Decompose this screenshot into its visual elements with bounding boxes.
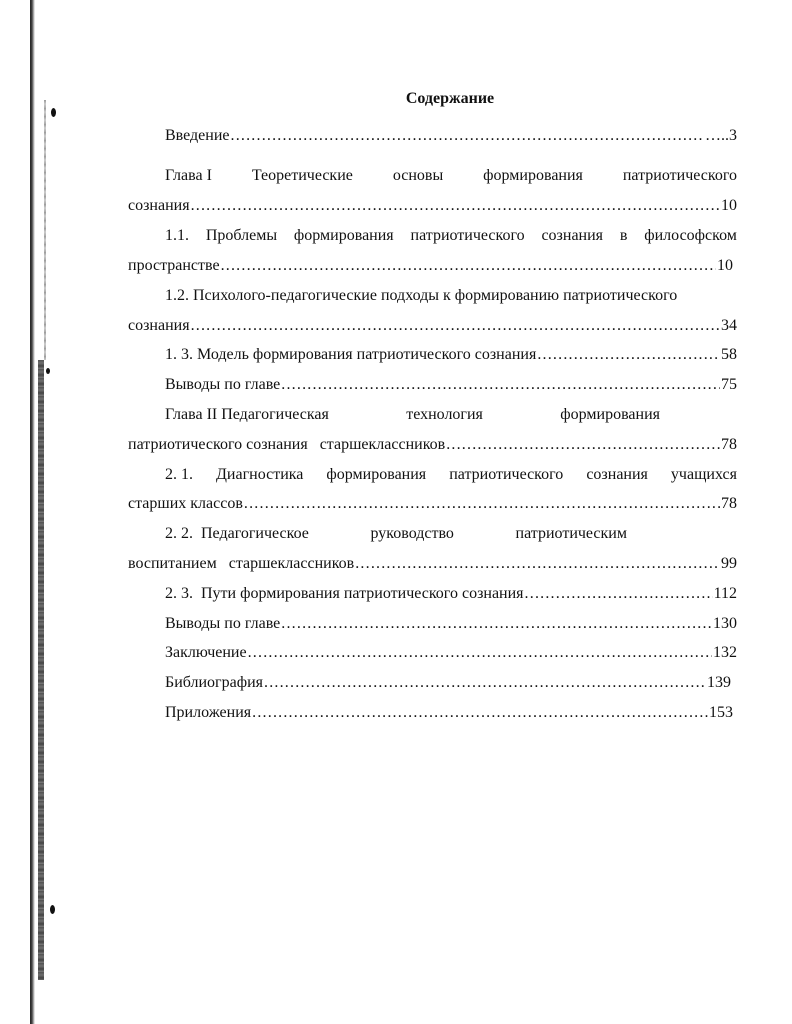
scan-binding-edge — [30, 0, 35, 1024]
toc-entry-word: 2. 2. Педагогическое — [165, 525, 309, 542]
toc-leader-dots — [191, 196, 720, 216]
toc-page-number: 153 — [709, 704, 733, 721]
toc-leader-dots — [244, 494, 720, 514]
toc-entry-word: в — [619, 227, 628, 244]
toc-leader-dots — [446, 435, 720, 455]
toc-entry-label: воспитанием старшеклассников — [128, 555, 355, 572]
toc-entry-word: Теоретические — [251, 167, 353, 184]
toc-entry-section-2-2-cont — [128, 554, 737, 574]
toc-leader-dots — [221, 256, 716, 276]
toc-entry-label: 1. 3. Модель формирования патриотического сознания — [165, 346, 537, 363]
toc-entry-section-1-3 — [165, 345, 737, 365]
toc-entry-chapter-2-cont — [128, 435, 737, 455]
toc-leader-dots — [248, 643, 712, 663]
toc-entry-word: формирования — [483, 167, 583, 184]
toc-leader-dots — [525, 584, 713, 604]
toc-entry-label: старших классов — [128, 495, 243, 512]
toc-page-number: …..3 — [705, 127, 737, 144]
scan-binding-shadow — [44, 100, 46, 360]
toc-entry-label: Библиография — [165, 674, 263, 691]
toc-entry-label: сознания — [128, 317, 190, 334]
toc-leader-dots — [281, 614, 712, 634]
toc-leader-dots — [537, 345, 720, 365]
toc-entry-label: Выводы по главе — [165, 376, 281, 393]
toc-entry-label: Выводы по главе — [165, 615, 281, 632]
toc-entry-word: Диагностика — [216, 466, 304, 483]
toc-entry-section-1-2-cont — [128, 316, 737, 336]
toc-leader-dots — [231, 126, 705, 146]
punch-hole-mark — [46, 368, 50, 374]
toc-entry-label: патриотического сознания старшеклассников — [128, 436, 446, 453]
toc-entry-label: Введение — [165, 127, 230, 144]
toc-page-number: 34 — [721, 317, 737, 334]
toc-entry-word: сознания — [541, 227, 604, 244]
toc-entry-word: патриотического — [410, 227, 525, 244]
toc-leader-dots — [281, 375, 720, 395]
toc-page-number: 130 — [713, 615, 737, 632]
toc-entry-word: патриотического — [622, 167, 737, 184]
toc-entry-word: руководство — [370, 525, 454, 542]
toc-entry-word: формирования — [293, 227, 394, 244]
toc-entry-label: сознания — [128, 197, 190, 214]
toc-entry-conclusions-1 — [165, 375, 737, 395]
toc-leader-dots — [252, 703, 708, 723]
toc-entry-label: Приложения — [165, 704, 252, 721]
toc-entry-word: учащихся — [670, 466, 737, 483]
toc-entry-word: философском — [644, 227, 737, 244]
punch-hole-mark — [51, 108, 56, 117]
toc-entry-section-2-3 — [165, 584, 737, 604]
punch-hole-mark — [50, 905, 55, 914]
toc-entry-word: формирования — [326, 466, 427, 483]
scan-binding-edge-dark — [38, 360, 44, 980]
toc-entry-word: сознания — [586, 466, 648, 483]
toc-entry-introduction — [165, 126, 737, 146]
toc-entry-word: патриотическим — [515, 525, 627, 542]
toc-entry-label: 2. 3. Пути формирования патриотического сознания — [165, 585, 524, 602]
toc-entry-bibliography — [165, 673, 731, 693]
toc-page-number: 78 — [721, 495, 737, 512]
toc-entry-word: 1.1. — [165, 227, 189, 244]
toc-entry-chapter-2 — [165, 405, 660, 425]
toc-entry-section-2-1 — [165, 465, 737, 485]
toc-page-number: 75 — [721, 376, 737, 393]
toc-entry-word: патриотического — [449, 466, 564, 483]
toc-entry-label: 1.2. Психолого-педагогические подходы к формированию патриотического — [165, 287, 678, 304]
toc-page-number: 99 — [721, 555, 737, 572]
toc-page-number: 10 — [717, 257, 733, 274]
page-title: Содержание — [405, 90, 495, 107]
toc-entry-word: 2. 1. — [165, 466, 193, 483]
toc-entry-word: формирования — [560, 406, 660, 423]
toc-entry-word: Глава II Педагогическая — [165, 406, 329, 423]
toc-leader-dots — [191, 316, 720, 336]
toc-entry-section-2-1-cont — [128, 494, 737, 514]
toc-page-number: 10 — [721, 197, 737, 214]
toc-entry-section-2-2 — [165, 524, 627, 544]
toc-entry-conclusion — [165, 643, 737, 663]
toc-entry-label: пространстве — [128, 257, 220, 274]
toc-entry-appendices — [165, 703, 733, 723]
toc-page-number: 78 — [721, 436, 737, 453]
toc-entry-word: основы — [392, 167, 444, 184]
toc-entry-section-1-1 — [165, 226, 737, 246]
toc-leader-dots — [355, 554, 720, 574]
toc-page-number: 112 — [713, 585, 737, 602]
toc-entry-chapter-1-cont — [128, 196, 737, 216]
toc-entry-section-1-2 — [165, 286, 737, 306]
toc-page-number: 139 — [707, 674, 731, 691]
toc-entry-word: Глава I — [165, 167, 212, 184]
toc-entry-section-1-1-cont — [128, 256, 733, 276]
toc-page-number: 132 — [713, 644, 737, 661]
toc-entry-label: Заключение — [165, 644, 247, 661]
toc-entry-conclusions-2 — [165, 614, 737, 634]
toc-page-number: 58 — [721, 346, 737, 363]
toc-leader-dots — [264, 673, 706, 693]
toc-entry-word: Проблемы — [205, 227, 278, 244]
toc-entry-chapter-1 — [165, 166, 737, 186]
toc-entry-word: технология — [406, 406, 483, 423]
